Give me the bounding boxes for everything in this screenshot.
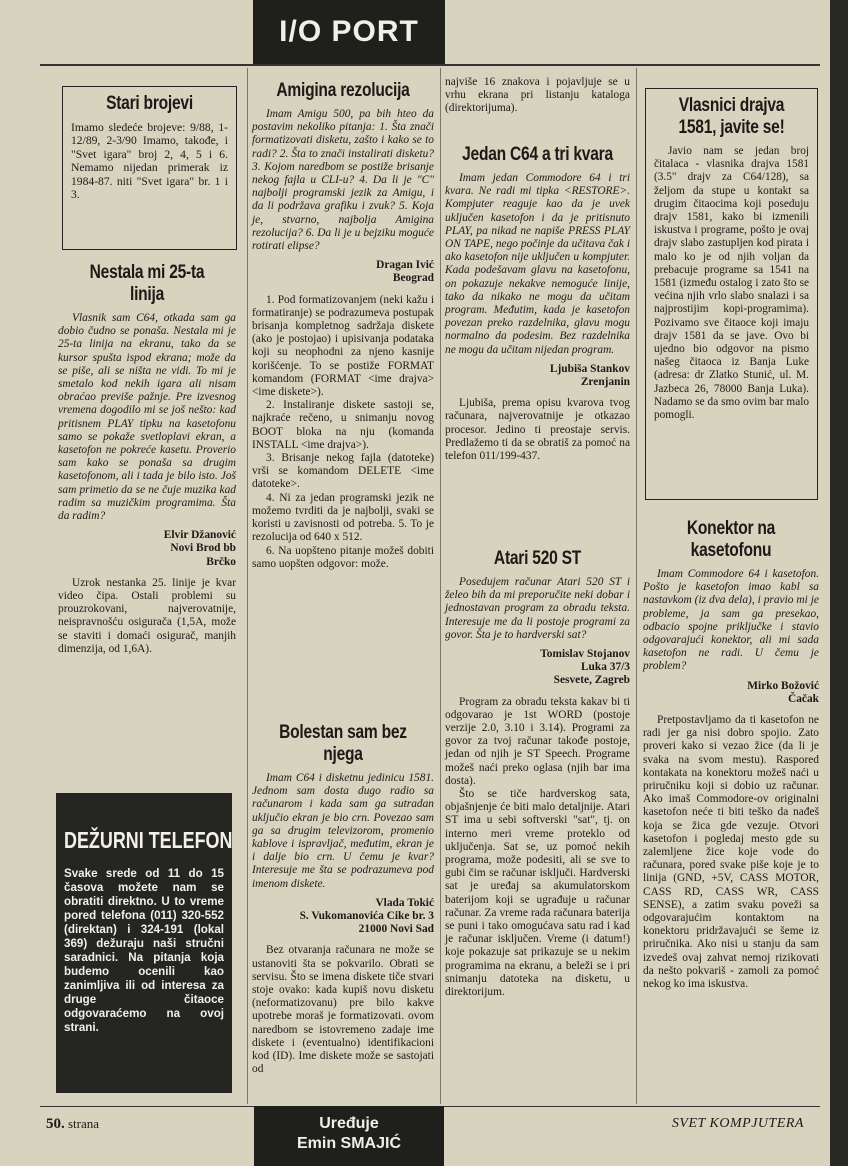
author-city: Sesvete, Zagreb [553, 674, 630, 687]
reader-question: Posedujem računar Atari 520 ST i želeo bih da mi preporučite neki dobar i jednostavan program za obradu teksta. Interesuje me da li postoje programi za govor. Šta je to hardverski sat? [445, 576, 630, 641]
article-title: Konektor na kasetofonu [686, 518, 776, 561]
column-divider [247, 68, 248, 1104]
article-atari [445, 548, 630, 999]
editor-answer: 3. Brisanje nekog fajla (datoteke) vrši se komandom DELETE <ime datoteke>. [252, 452, 434, 491]
editor-answer: 2. Instaliranje diskete sastoji se, najkraće rečeno, u snimanju novog BOOT bloka na nju (komanda INSTALL <ime drajva>). [252, 399, 434, 451]
article-body: Javio nam se jedan broj čitalaca - vlasnika drajva 1581 (3.5" drajv za C64/128), sa željom da stupe u kontakt sa drugim čitaocima koji poseduju drajv 1581, kako bi izmenili iskustva i programe, pošto je ovaj drajv slabo zastupljen kod pirata i malo ko je od njih voljan da prebacuje programe sa 1541 na 1581 (između ostalog i zato što se većina njih vrlo slabo snalazi i sa najprostijim kopi-programima). Pozivamo sve čitaoce koji imaju drajv 1581 da se jave. Ovo bi ujedno bio odgovor na pismo našeg čitaoca iz Banja Luke (adresa: dr Zlatko Stunić, ul. M. Jazbeca 26, 78000 Banja Luka). Nadamo se da smo ovim bar malo pomogli. [654, 145, 809, 422]
signature [445, 648, 630, 688]
reader-question: Vlasnik sam C64, otkada sam ga dobio čudno se ponaša. Nestala mi je 25-ta linija na ekranu, tako da se kursor spušta ispod ekrana; može da se piše, ali se ništa ne vidi. To mi je smetalo kod nekih igara ali nisam obraćao previše pažnje. Pre izvesnog vremena dogodilo mi se još nešto: kad pritisnem PLAY tipku na kasetofonu samo se pokaže svetloplavi ekran, a kasetofon ne pokreće kasetu. Proverio sam kako se ponaša sa drugim kasetofonom, ali i tada je bilo isto. Još sam primetio da se ne čuje muzika kad radim sa muzičkim programima. Šta da radim? [58, 312, 236, 523]
signature [643, 680, 819, 706]
article-title: Bolestan sam bez njega [279, 722, 407, 765]
author-city: Zrenjanin [580, 376, 630, 389]
author-city: Brčko [206, 555, 236, 568]
editor-answer: Ljubiša, prema opisu kvarova tvog računara, najverovatnije je otkazao procesor. Jedino ti preostaje servis. Predlažemo ti da se obratiš za pomoć na telefon 011/199-437. [445, 397, 630, 463]
signature [252, 897, 434, 937]
page-num: 50. [46, 1116, 65, 1132]
page-number [46, 1116, 99, 1133]
stari-brojevi-box [62, 86, 237, 250]
article-bolestan [252, 722, 434, 1076]
article-title: Atari 520 ST [493, 548, 582, 569]
section-header: I/O PORT [253, 0, 445, 64]
editor-label: Uređuje [319, 1115, 379, 1132]
article-continuation [445, 76, 630, 116]
editor-answer: 4. Ni za jedan programski jezik ne možemo tvrditi da je najbolji, svaki se koristi u zavisnosti od potreba. 5. To je rezolucija od 640 x 512. [252, 491, 434, 544]
article-title: Jedan C64 a tri kvara [462, 144, 613, 165]
vlasnici-box [645, 88, 818, 500]
author-name: Ljubiša Stankov [549, 362, 630, 375]
author-city: Beograd [392, 272, 434, 285]
author-city: Čačak [787, 692, 819, 705]
box-body: Svake srede od 11 do 15 časova možete nam se obratiti direktno. U to vreme pored telefona (011) 320-552 (direktan) i 324-191 (lokal 369) dežuraju naši stručni saradnici. Na pitanja koja budemo ocenili kao zanimljiva ili od interesa za druge čitaoce odgovaraćemo na ovoj strani. [64, 867, 224, 1034]
editor-answer: Pretpostavljamo da ti kasetofon ne radi jer ga nisi dobro spojio. Zato proveri kako si vezao žice (da li je svaka na svom mestu). Raspored kontakata na konektoru možeš naći u priručniku koji si dobio uz računar. Ako imaš Commodore-ov originalni kasetofon neće ti biti teško da nađeš koja se žica gde vezuje. Otvori kasetofon i pogledaj mesto gde su zalemljene žice koje vode do računara, pored svake piše koje je to linija (GND, +5V, CASS MOTOR, CASS RD, CASS WR, CASS SENSE), a zatim svaku poveži sa odgovarajućim kontaktom na konektoru pridržavajući se šeme iz priručnika. Ako nisi u stanju da sam izvedeš ovaj zahvat nemoj rizikovati da nešto pokvariš - zamoli za pomoć nekog ko ima iskustva. [643, 714, 819, 991]
editor-answer: Što se tiče hardverskog sata, objašnjenje će biti malo detaljnije. Atari ST ima u sebi softverski "sat", tj. on interno meri vreme proteklo od uključenja. Sat se, uz pomoć nekih programa, može podesiti, ali se sve to gubi čim se računar isključi. Hardverski sat je uređaj sa akumulatorskom baterijom koji se ugrađuje u računar računar. Za vreme rada računara baterija se puni i tako omogućava satu rad i kad je računar isključen. Vreme (i datum!) koje pokazuje sat prikazuje se u nekim programima na ekranu, a beleži se i pri snimanju datoteka na disketu, u direktorijum. [445, 788, 630, 999]
author-name: Vlada Tokić [375, 896, 434, 909]
author-address: Luka 37/3 [580, 661, 630, 674]
author-name: Tomislav Stojanov [540, 648, 630, 661]
editor-answer: Uzrok nestanka 25. linije je kvar video čipa. Ostali problemi su prouzrokovani, najverovatnije, neispravnošću osigurača (1,5A, može se staviti i domaći osigurač, manjih dimenzija, od 1,6A). [58, 576, 236, 655]
page-edge-shadow [830, 0, 848, 1166]
reader-question: Imam C64 i disketnu jedinicu 1581. Jednom sam dosta dugo radio sa računarom i kada sam ga sutradan uključio ekran je bio crn. Povezao sam ga sa drugim televizorom, promenio kablove i ispravljač, međutim, ekran je i dalje bio crn. U čemu je kvar? Interesuje me šta se podrazumeva pod imenom diskete. [252, 772, 434, 890]
top-rule [40, 64, 820, 66]
article-konektor [643, 518, 819, 991]
dezurni-telefon-box [56, 793, 232, 1093]
article-nestala [58, 262, 236, 656]
signature [58, 529, 236, 569]
article-amigina [252, 80, 434, 571]
box-title: DEŽURNI TELEFON [64, 827, 233, 853]
article-jedan-c64 [445, 144, 630, 463]
article-title: Vlasnici drajva 1581, javite se! [678, 95, 785, 138]
article-title: Stari brojevi [106, 93, 193, 114]
column-divider [440, 68, 441, 1104]
signature [252, 259, 434, 285]
editor-answer: 1. Pod formatizovanjem (neki kažu i formatiranje) se podrazumeva postupak brisanja kompletnog sadržaja diskete (ako je postojao) i upisivanja podataka koji su neophodni za njeno kasnije korišćenje. To se postiže FORMAT komandom (FORMAT <ime drajva> <ime diskete>). [252, 293, 434, 399]
article-title: Nestala mi 25-ta linija [89, 262, 205, 305]
author-name: Elvir Džanović [163, 529, 236, 542]
editor-answer: Bez otvaranja računara ne može se ustanoviti šta se pokvarilo. Obrati se servisu. Što se imena diskete tiče stvari stoje ovako: kada kupiš novu disketu (neformatizovanu) pre bilo kakve upotrebe moraš je formatizovati. ovom naredbom se istovremeno zadaje ime diskete i (eventualno) identifikacioni kod (ID). Ime diskete može se sastojati od [252, 944, 434, 1076]
signature [445, 363, 630, 389]
editor-credit [254, 1106, 444, 1166]
article-body: Imamo sledeće brojeve: 9/88, 1-12/89, 2-3/90 Imamo, takođe, i "Svet igara" broj 2, 4, 5 i 6. Nemamo nijedan primerak iz 1984-87. niti "Svet igara" br. 1 i 3. [71, 121, 228, 202]
reader-question: Imam jedan Commodore 64 i tri kvara. Ne radi mi tipka <RESTORE>. Kompjuter reaguje kao da je uvek uključen kasetofon i da je pritisnuto PLAY, pa nikad ne napiše PRESS PLAY ON TAPE, nego počinje da učitava čak i ako kasetofon nije uključen u kompjuter. Kada podešavam glavu na kasetofonu, on pokazuje nekakve nemoguće linije, tako da nikako ne mogu da učitam program. Međutim, kada je kasetofon povezan preko razdelnika, glavu mogu normalno da podesim. Bez razdelnika ne mogu da učitam nijedan program. [445, 172, 630, 356]
column-divider [636, 68, 637, 1104]
editor-answer: Program za obradu teksta kakav bi ti odgovarao je 1st WORD (postoje verzije 2.0, 3.10 i 3.14). Programi za govor za tvoj računar takođe postoje, jedan od njih je ST Speech. Programe možeš naći preko oglasa (njih bar ima dosta). [445, 695, 630, 787]
author-name: Mirko Božović [747, 679, 819, 692]
reader-question: Imam Commodore 64 i kasetofon. Pošto je kasetofon imao kabl sa nastavkom (iz dva dela), i pravio mi je probleme, ja sam ga presekao, odbacio spojne priključke i stavio odgovarajući konektor, ali mi sada kasetofon ne radi. U čemu je problem? [643, 568, 819, 673]
editor-answer: 6. Na uopšteno pitanje možeš dobiti samo uopšten odgovor: može. [252, 544, 434, 570]
editor-name: Emin SMAJIĆ [296, 1135, 401, 1152]
article-title: Amigina rezolucija [276, 80, 410, 101]
magazine-name: SVET KOMPJUTERA [671, 1116, 804, 1131]
reader-question: Imam Amigu 500, pa bih hteo da postavim nekoliko pitanja: 1. Šta znači formatizovati disketu, zašto i kako se to radi? 2. Šta to znači instalirati disketu? 3. Kojom naredbom se postiže brisanje nekog fajla u CLI-u? 4. Da li je "C" najbolji programski jezik za Amigu, i da li podržava grafiku i zvuk? 5. Koja je, stvarno, najbolja Amigina rezolucija? 6. Da li je u bejziku moguće rotirati elipse? [252, 108, 434, 253]
author-address: S. Vukomanovića Cike br. 3 [299, 910, 434, 923]
author-address: Novi Brod bb [170, 542, 236, 555]
continued-text: najviše 16 znakova i pojavljuje se u vrhu ekrana pri listanju kataloga (direktorijuma). [445, 76, 630, 115]
author-city: 21000 Novi Sad [358, 923, 434, 936]
page-word: strana [68, 1116, 100, 1131]
author-name: Dragan Ivić [376, 259, 434, 272]
